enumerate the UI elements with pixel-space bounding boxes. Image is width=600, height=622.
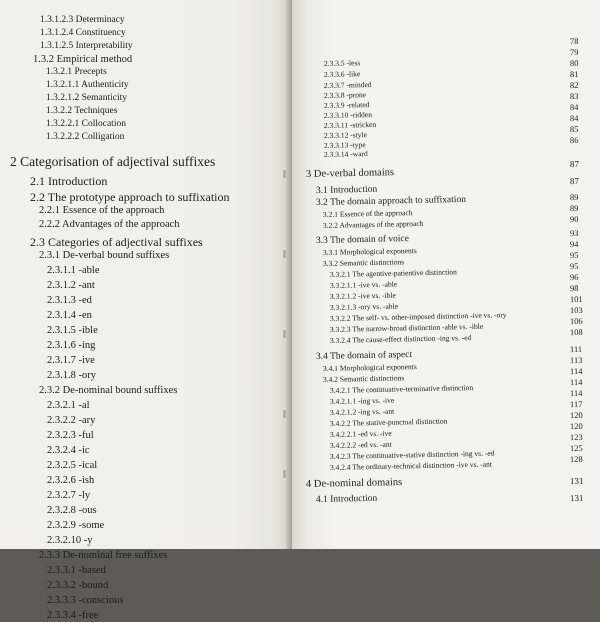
toc-entry: 3.3.2.2 The self- vs. other-imposed distinction -ive vs. -ory [329, 310, 507, 323]
page-number: 120 [569, 420, 583, 432]
toc-entry: 2.3.3.2 -bound [47, 580, 109, 591]
page-number: 120 [569, 409, 583, 421]
toc-entry: 1.3.2.2.1 Collocation [46, 119, 126, 129]
toc-entry: 2.3.2.9 -some [47, 520, 105, 531]
toc-entry: 2.3.2.2 -ary [47, 415, 96, 426]
page-number: 81 [569, 68, 579, 80]
page-number: 103 [569, 304, 583, 316]
toc-entry: 2.3.1.3 -ed [47, 295, 92, 306]
toc-entry: 2.3.1.4 -en [47, 310, 92, 321]
page-number: 95 [569, 249, 579, 261]
toc-entry: 3.3.2 Semantic distinctions [322, 257, 405, 268]
page-number: 83 [569, 90, 579, 102]
toc-entry: 2.3.1.2 -ant [47, 280, 95, 291]
toc-entry: 2.3.2 De-nominal bound suffixes [39, 385, 178, 396]
toc-entry: 3.3.2.1.2 -ive vs. -ible [329, 290, 396, 301]
page-number: 87 [569, 158, 580, 170]
toc-entry: 1.3.2.1 Precepts [46, 67, 107, 77]
toc-entry: 2.3.3.13 -type [323, 140, 366, 150]
chapter-heading: 4 De-nominal domains [305, 476, 403, 490]
toc-entry: 3.4.2.2.2 -ed vs. -ant [329, 439, 392, 450]
toc-entry: 2.3.2.4 -ic [47, 445, 90, 456]
right-page [292, 0, 600, 549]
page-number: 114 [569, 365, 583, 377]
page-number: 111 [569, 343, 583, 355]
page-number: 90 [569, 213, 579, 225]
toc-entry: 2.3.3.6 -like [323, 69, 361, 79]
toc-entry: 1.3.2 Empirical method [33, 54, 133, 65]
toc-entry: 2.3.2.5 -ical [47, 460, 98, 471]
toc-entry: 3.2.2 Advantages of the approach [322, 218, 424, 230]
toc-entry: 3.4.2.2 The stative-punctual distinction [329, 416, 448, 428]
section-heading: 2.1 Introduction [30, 174, 108, 188]
page-number: 95 [569, 260, 579, 272]
toc-entry: 2.3.3.7 -minded [323, 80, 372, 90]
toc-entry: 3.4.1 Morphological exponents [322, 362, 417, 373]
page-number: 98 [569, 282, 579, 294]
page-number: 80 [569, 57, 579, 69]
toc-entry: 2.3.2.7 -ly [47, 490, 91, 501]
toc-entry: 2.3.2.8 -ous [47, 505, 97, 516]
toc-entry: 2.3.1.7 -ive [47, 355, 95, 366]
toc-entry: 2.3.3.4 -free [47, 610, 99, 621]
chapter-heading: 3 De-verbal domains [305, 167, 395, 180]
toc-entry: 2.3.1.6 -ing [47, 340, 96, 351]
toc-entry: 3.3.2.4 The cause-effect distinction -ing vs. -ed [329, 333, 472, 345]
toc-entry: 2.3.3.10 -ridden [323, 109, 373, 120]
page-number: 128 [569, 453, 583, 465]
section-heading: 2.2 The prototype approach to suffixation [30, 190, 230, 204]
toc-entry: 1.3.2.2 Techniques [46, 106, 118, 116]
toc-entry: 3.3.2.3 The narrow-broad distinction -able vs. -ible [329, 321, 484, 334]
toc-entry: 3.4.2.4 The ordinary-technical distinction -ive vs. -ant [329, 459, 492, 472]
toc-entry: 1.3.2.1.1 Authenticity [46, 80, 129, 90]
page-number: 89 [569, 191, 579, 203]
toc-entry: 2.2.2 Advantages of the approach [39, 219, 180, 230]
page-number: 84 [569, 101, 579, 113]
toc-entry: 3.3.2.1.3 -ory vs. -able [329, 301, 398, 312]
page-number: 82 [569, 79, 579, 91]
toc-entry: 2.3.3.5 -less [323, 58, 361, 68]
page-number: 84 [569, 112, 579, 124]
page-number: 85 [569, 123, 579, 135]
section-heading: 3.4 The domain of aspect [315, 349, 413, 362]
page-number: 78 [569, 35, 579, 47]
toc-entry: 2.3.3 De-nominal free suffixes [39, 550, 168, 561]
page-number: 114 [569, 376, 583, 388]
section-heading: 3.1 Introduction [315, 184, 378, 196]
page-number: 106 [569, 315, 583, 327]
page-number: 117 [569, 398, 583, 410]
page-number: 131 [569, 475, 584, 487]
toc-entry: 3.4.2.1 The continuative-terminative distinction [329, 383, 474, 395]
toc-entry: 3.4.2.1.2 -ing vs. -ant [329, 406, 395, 417]
toc-entry: 2.3.3.11 -stricken [323, 119, 377, 130]
toc-entry: 3.2.1 Essence of the approach [322, 208, 413, 219]
page-number: 101 [569, 293, 583, 305]
page-number: 131 [569, 492, 584, 504]
toc-entry: 3.4.2 Semantic distinctions [322, 373, 405, 384]
toc-entry: 2.3.3.8 -prone [323, 90, 367, 100]
toc-entry: 3.3.2.1.1 -ive vs. -able [329, 279, 398, 290]
page-number: 87 [569, 175, 580, 187]
toc-entry: 3.3.1 Morphological exponents [322, 246, 417, 257]
toc-entry: 3.3.2.1 The agentive-patientive distinction [329, 267, 457, 279]
toc-entry: 2.3.2.6 -ish [47, 475, 95, 486]
toc-entry: 2.3.1 De-verbal bound suffixes [39, 250, 170, 261]
toc-entry: 1.3.1.2.5 Interpretability [40, 41, 133, 51]
page-number: 125 [569, 442, 583, 454]
toc-entry: 3.4.2.3 The continuative-stative distinction -ing vs. -ed [329, 448, 495, 461]
toc-entry: 2.3.3.9 -related [323, 100, 370, 110]
section-heading: 2.3 Categories of adjectival suffixes [30, 235, 203, 249]
toc-entry: 2.3.1.8 -ory [47, 370, 96, 381]
toc-entry: 2.3.3.1 -based [47, 565, 106, 576]
toc-entry: 1.3.2.1.2 Semanticity [46, 93, 128, 103]
toc-entry: 1.3.1.2.4 Constituency [40, 28, 126, 38]
toc-entry: 2.3.3.3 -conscious [47, 595, 124, 606]
toc-entry: 1.3.2.2.2 Colligation [46, 132, 125, 142]
toc-entry: 2.3.3.12 -style [323, 130, 368, 140]
page-number: 114 [569, 387, 583, 399]
page-number: 96 [569, 271, 579, 283]
toc-entry: 2.3.2.10 -y [47, 535, 93, 546]
toc-entry: 2.2.1 Essence of the approach [39, 205, 165, 216]
page-number: 79 [569, 46, 579, 58]
page-number: 89 [569, 202, 579, 214]
toc-entry: 3.4.2.2.1 -ed vs. -ive [329, 428, 392, 439]
page-number: 94 [569, 238, 579, 250]
section-heading: 3.3 The domain of voice [315, 234, 410, 246]
left-page [0, 0, 292, 621]
toc-entry: 2.3.2.3 -ful [47, 430, 94, 441]
section-heading: 3.2 The domain approach to suffixation [315, 194, 467, 208]
chapter-heading: 2 Categorisation of adjectival suffixes [10, 154, 216, 169]
toc-entry: 2.3.1.1 -able [47, 265, 100, 276]
toc-entry: 2.3.2.1 -al [47, 400, 90, 411]
page-number: 93 [569, 227, 579, 239]
section-heading: 4.1 Introduction [315, 493, 378, 505]
toc-entry: 1.3.1.2.3 Determinacy [40, 15, 125, 25]
page-number: 113 [569, 354, 583, 366]
toc-entry: 2.3.1.5 -ible [47, 325, 98, 336]
page-number: 108 [569, 326, 583, 338]
page-number: 123 [569, 431, 583, 443]
toc-entry: 2.3.3.14 -ward [323, 149, 368, 159]
page-number: 86 [569, 134, 579, 146]
toc-entry: 3.4.2.1.1 -ing vs. -ive [329, 395, 395, 406]
